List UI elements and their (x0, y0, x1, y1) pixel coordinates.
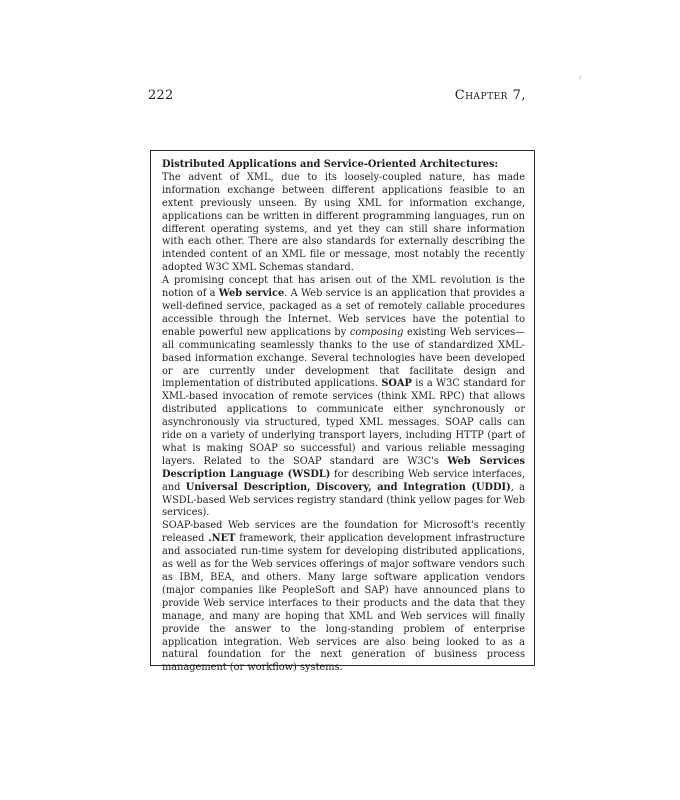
sidebar-box (150, 150, 535, 674)
scan-mark (578, 76, 581, 80)
paragraph-2-text-d: is a W3C standard for XML-based invocation of remote services (think XML RPC) that allows distributed applications to communicate either synchronously or asynchronously via structured, typed XML messages. SOAP calls can ride on a variety of underlying transport layers, including HTTP (part of what is making SOAP so successful) and various reliable messaging layers. Related to the SOAP standard are W3C's (162, 378, 525, 467)
paragraph-2-text-e: for describing Web service interfaces, and (162, 468, 525, 493)
paragraph-2-text-f: , a WSDL-based Web services registry standard (think yellow pages for Web services). (162, 481, 526, 519)
page-number: 222 (148, 88, 174, 103)
sidebar-paragraph-2 (162, 275, 525, 520)
sidebar-paragraph-1 (162, 159, 525, 275)
term-composing: composing (349, 326, 404, 338)
paragraph-2-text-a: A promising concept that has arisen out of the XML revolution is the notion of a (162, 275, 525, 300)
paragraph-2-text-b: . A Web service is an application that provides a well-defined service, packaged as a set of remotely callable procedures accessible through the Internet. Web services have the potential to enable powerful new applications by (162, 288, 525, 338)
term-net: .NET (208, 533, 236, 545)
paragraph-3-text-a: SOAP-based Web services are the foundation for Microsoft's recently released (162, 520, 525, 545)
term-soap: SOAP (381, 378, 412, 390)
sidebar-title: Distributed Applications and Service-Oriented Architectures: (162, 159, 499, 170)
paragraph-2-text-c: existing Web services—all communicating seamlessly thanks to the use of standardized XML-based information exchange. Several technologies have been developed or are currently under development that facilitate design and implementation of distributed applications. (162, 326, 525, 390)
chapter-heading: Chapter 7, (454, 88, 526, 103)
paragraph-1-text: The advent of XML, due to its loosely-coupled nature, has made information exchange between different applications feasible to an extent previously unseen. By using XML for information exchange, applications can be written in different programming languages, run on different operating systems, and yet they can still share information with each other. There are also standards for externally describing the intended content of an XML file or message, most notably the recently adopted W3C XML Schemas standard. (162, 171, 525, 274)
term-web-service: Web service (218, 288, 285, 300)
term-uddi: Universal Description, Discovery, and Integration (UDDI) (185, 481, 511, 493)
term-wsdl: Web Services Description Language (WSDL) (162, 455, 526, 480)
paragraph-3-text-b: framework, their application development infrastructure and associated run-time system for developing distributed applications, as well as for the Web services offerings of major software vendors such as IBM, BEA, and others. Many large software application vendors (major companies like PeopleSoft and SAP) have announced plans to provide Web service interfaces to their products and the data that they manage, and many are hoping that XML and Web services will finally provide the answer to the long-standing problem of enterprise application integration. Web services are also being looked to as a natural foundation for the next generation of business process management (or workflow) systems. (162, 533, 526, 674)
sidebar-paragraph-3 (162, 520, 525, 675)
